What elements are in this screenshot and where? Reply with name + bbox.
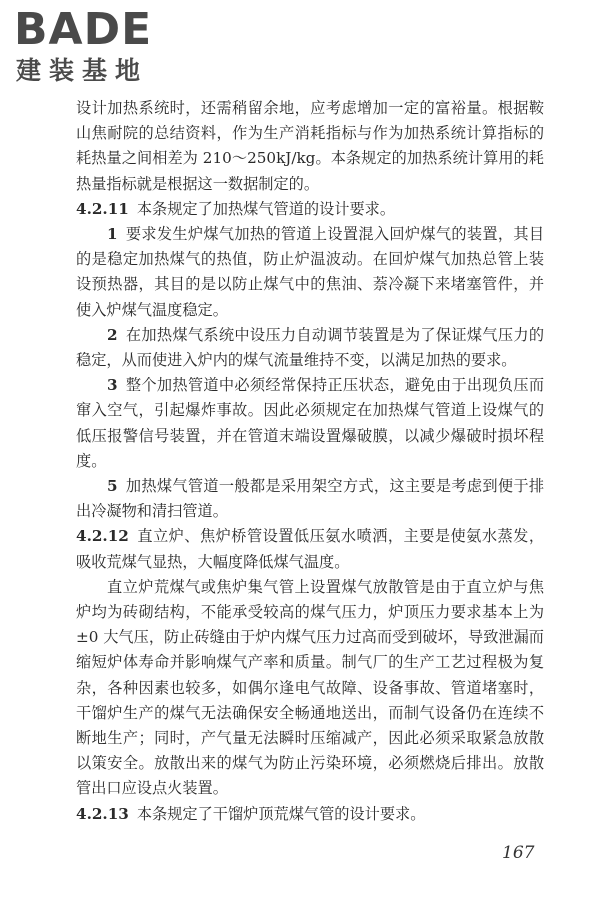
clause-number: 4.2.12 <box>76 527 129 546</box>
clause-text: 直立炉、焦炉桥管设置低压氨水喷洒，主要是使氨水蒸发，吸收荒煤气显热，大幅度降低煤气温度。 <box>76 527 544 571</box>
clause-text: 本条规定了干馏炉顶荒煤气管的设计要求。 <box>136 804 426 823</box>
paragraph-1 <box>76 96 544 197</box>
clause-4-2-11 <box>76 197 544 222</box>
item-2 <box>76 323 544 373</box>
item-text: 在加热煤气系统中设压力自动调节装置是为了保证煤气压力的稳定，从而使进入炉内的煤气流量维持不变，以满足加热的要求。 <box>76 325 544 370</box>
clause-number: 4.2.11 <box>76 199 129 218</box>
item-number: 2 <box>107 325 118 344</box>
item-number: 5 <box>107 477 118 496</box>
item-1 <box>76 222 544 323</box>
paragraph-venting <box>76 575 544 802</box>
item-text: 加热煤气管道一般都是采用架空方式，这主要是考虑到便于排出冷凝物和清扫管道。 <box>76 477 544 521</box>
clause-text: 本条规定了加热煤气管道的设计要求。 <box>136 199 396 218</box>
item-3 <box>76 373 544 474</box>
clause-number: 4.2.13 <box>76 804 129 823</box>
clause-4-2-13 <box>76 802 544 827</box>
logo-word: BADE <box>14 4 153 55</box>
item-text: 整个加热管道中必须经常保持正压状态，避免由于出现负压而窜入空气，引起爆炸事故。因此必须规定在加热煤气管道上设煤气的低压报警信号装置，并在管道末端设置爆破膜，以减少爆破时损坏程度。 <box>76 376 544 470</box>
item-5 <box>76 474 544 524</box>
item-number: 1 <box>107 225 118 244</box>
logo-subtitle: 建装基地 <box>16 56 149 85</box>
item-number: 3 <box>107 376 118 395</box>
paragraph-venting-text: 直立炉荒煤气或焦炉集气管上设置煤气放散管是由于直立炉与焦炉均为砖砌结构，不能承受较高的煤气压力，炉顶压力要求基本上为±0 大气压，防止砖缝由于炉内煤气压力过高而受到破坏，导致泄漏而缩短炉体寿命并影响煤气产率和质量。制气厂的生产工艺过程极为复杂，各种因素也较多，如偶尔逢电气故障、设备事故、管道堵塞时，干馏炉生产的煤气无法确保安全畅通地送出，而制气设备仍在连续不断地生产；同时，产气量无法瞬时压缩减产，因此必须采取紧急放散以策安全。放散出来的煤气为防止污染环境，必须燃烧后排出。放散管出口应设点火装置。 <box>76 577 544 798</box>
paragraph-1-text: 设计加热系统时，还需稍留余地，应考虑增加一定的富裕量。根据鞍山焦耐院的总结资料，作为生产消耗指标与作为加热系统计算指标的耗热量之间相差为 210～250kJ/kg。本条规定的加热系统计算用的耗热量指标就是根据这一数据制定的。 <box>76 99 544 193</box>
document-body <box>76 96 544 827</box>
clause-4-2-12 <box>76 524 544 574</box>
page-number: 167 <box>502 843 535 863</box>
brand-logo <box>14 6 174 90</box>
item-text: 要求发生炉煤气加热的管道上设置混入回炉煤气的装置，其目的是稳定加热煤气的热值，防止炉温波动。在回炉煤气加热总管上装设预热器，其目的是以防止煤气中的焦油、萘冷凝下来堵塞管件，并使入炉煤气温度稳定。 <box>76 225 544 319</box>
